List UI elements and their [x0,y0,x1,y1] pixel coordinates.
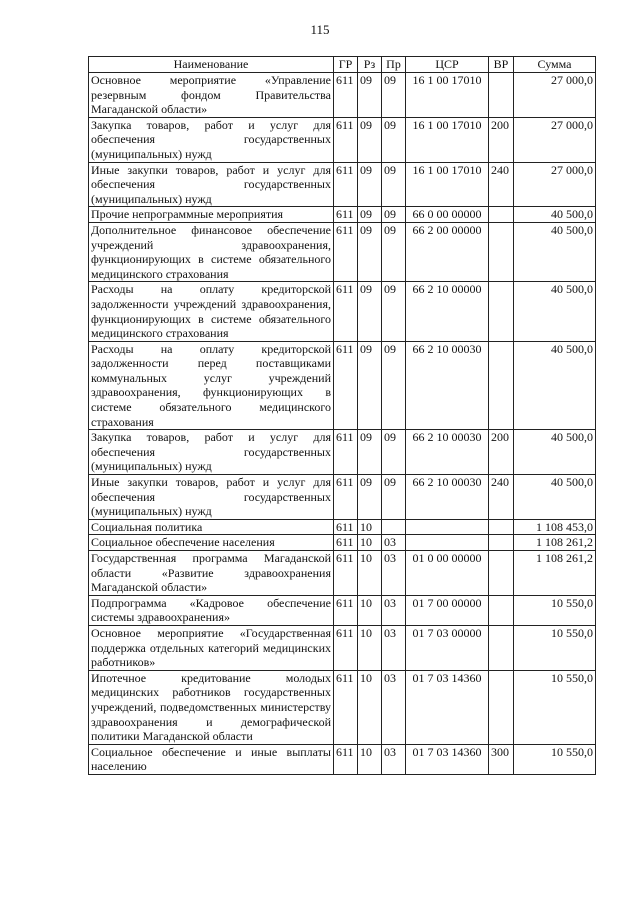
row-vr [489,595,514,625]
row-csr: 66 2 10 00030 [406,341,489,430]
row-rz: 09 [358,162,382,207]
row-vr [489,670,514,744]
row-name: Закупка товаров, работ и услуг для обеспечения государственных (муниципальных) нужд [89,430,334,475]
row-pr: 03 [382,625,406,670]
row-sum: 40 500,0 [514,282,596,341]
row-name: Прочие непрограммные мероприятия [89,207,334,223]
row-vr: 200 [489,117,514,162]
row-vr [489,625,514,670]
table-header [89,57,596,73]
row-csr: 01 7 03 14360 [406,670,489,744]
row-csr: 01 7 03 14360 [406,744,489,774]
row-rz: 10 [358,535,382,551]
row-vr [489,207,514,223]
row-pr: 09 [382,222,406,281]
row-gr: 611 [334,73,358,118]
row-gr: 611 [334,744,358,774]
header-pr: Пр [382,57,406,73]
row-pr: 09 [382,207,406,223]
table-row [89,162,596,207]
row-name: Социальная политика [89,519,334,535]
row-sum: 1 108 261,2 [514,535,596,551]
row-pr [382,519,406,535]
row-rz: 09 [358,341,382,430]
header-rz: Рз [358,57,382,73]
row-csr: 66 2 10 00030 [406,475,489,520]
row-rz: 09 [358,282,382,341]
row-rz: 09 [358,430,382,475]
row-vr [489,551,514,596]
row-sum: 27 000,0 [514,117,596,162]
row-csr: 01 0 00 00000 [406,551,489,596]
row-gr: 611 [334,162,358,207]
row-pr: 03 [382,744,406,774]
row-gr: 611 [334,282,358,341]
row-csr [406,535,489,551]
row-vr [489,282,514,341]
row-rz: 10 [358,551,382,596]
row-rz: 10 [358,519,382,535]
row-pr: 09 [382,430,406,475]
row-name: Ипотечное кредитование молодых медицинских работников государственных учреждений, подведомственных министерству здравоохранения и демографической политики Магаданской области [89,670,334,744]
header-gr: ГР [334,57,358,73]
table-row [89,282,596,341]
row-vr [489,73,514,118]
budget-table [88,56,596,775]
table-row [89,625,596,670]
row-csr: 16 1 00 17010 [406,162,489,207]
page-number: 115 [310,22,330,37]
header-row [89,57,596,73]
row-csr: 66 0 00 00000 [406,207,489,223]
row-sum: 40 500,0 [514,341,596,430]
row-name: Основное мероприятие «Государственная поддержка отдельных категорий медицинских работников» [89,625,334,670]
header-csr: ЦСР [406,57,489,73]
table-row [89,519,596,535]
table-row [89,535,596,551]
row-vr [489,341,514,430]
table-row [89,73,596,118]
row-rz: 10 [358,595,382,625]
row-name: Социальное обеспечение населения [89,535,334,551]
row-csr: 66 2 00 00000 [406,222,489,281]
row-name: Иные закупки товаров, работ и услуг для обеспечения государственных (муниципальных) нужд [89,475,334,520]
row-gr: 611 [334,222,358,281]
row-name: Основное мероприятие «Управление резервным фондом Правительства Магаданской области» [89,73,334,118]
row-sum: 27 000,0 [514,162,596,207]
row-pr: 09 [382,282,406,341]
row-gr: 611 [334,535,358,551]
row-csr: 16 1 00 17010 [406,73,489,118]
row-rz: 10 [358,744,382,774]
row-pr: 03 [382,535,406,551]
row-gr: 611 [334,475,358,520]
table-row [89,595,596,625]
row-name: Социальное обеспечение и иные выплаты населению [89,744,334,774]
row-sum: 27 000,0 [514,73,596,118]
row-csr: 66 2 10 00030 [406,430,489,475]
header-sum: Сумма [514,57,596,73]
row-gr: 611 [334,670,358,744]
row-gr: 611 [334,551,358,596]
table-row [89,744,596,774]
row-name: Государственная программа Магаданской области «Развитие здравоохранения Магаданской области» [89,551,334,596]
row-gr: 611 [334,117,358,162]
table-body [89,73,596,775]
row-pr: 09 [382,475,406,520]
row-rz: 09 [358,222,382,281]
table-row [89,475,596,520]
row-rz: 10 [358,625,382,670]
row-name: Расходы на оплату кредиторской задолженности перед поставщиками коммунальных услуг учреждений здравоохранения, функционирующих в системе обязательного медицинского страхования [89,341,334,430]
row-vr: 240 [489,475,514,520]
row-vr: 300 [489,744,514,774]
table-row [89,117,596,162]
row-gr: 611 [334,595,358,625]
table-row [89,341,596,430]
row-pr: 09 [382,73,406,118]
row-sum: 10 550,0 [514,595,596,625]
row-gr: 611 [334,341,358,430]
row-vr [489,222,514,281]
row-rz: 09 [358,475,382,520]
row-rz: 09 [358,73,382,118]
row-csr: 01 7 03 00000 [406,625,489,670]
row-name: Закупка товаров, работ и услуг для обеспечения государственных (муниципальных) нужд [89,117,334,162]
row-sum: 40 500,0 [514,207,596,223]
row-csr: 16 1 00 17010 [406,117,489,162]
header-name: Наименование [89,57,334,73]
row-gr: 611 [334,430,358,475]
table-row [89,670,596,744]
row-pr: 09 [382,162,406,207]
row-pr: 03 [382,670,406,744]
table-row [89,551,596,596]
header-vr: ВР [489,57,514,73]
row-rz: 09 [358,117,382,162]
row-rz: 09 [358,207,382,223]
row-pr: 03 [382,595,406,625]
row-name: Расходы на оплату кредиторской задолженности учреждений здравоохранения, функционирующих в системе обязательного медицинского страхования [89,282,334,341]
row-pr: 09 [382,117,406,162]
row-name: Иные закупки товаров, работ и услуг для обеспечения государственных (муниципальных) нужд [89,162,334,207]
row-gr: 611 [334,625,358,670]
row-vr: 240 [489,162,514,207]
row-name: Подпрограмма «Кадровое обеспечение системы здравоохранения» [89,595,334,625]
row-csr: 01 7 00 00000 [406,595,489,625]
row-sum: 40 500,0 [514,222,596,281]
row-vr [489,535,514,551]
table-row [89,222,596,281]
row-csr [406,519,489,535]
table-row [89,207,596,223]
row-sum: 10 550,0 [514,625,596,670]
row-csr: 66 2 10 00000 [406,282,489,341]
row-rz: 10 [358,670,382,744]
row-pr: 09 [382,341,406,430]
row-sum: 10 550,0 [514,744,596,774]
row-pr: 03 [382,551,406,596]
table-row [89,430,596,475]
row-vr: 200 [489,430,514,475]
row-gr: 611 [334,207,358,223]
row-name: Дополнительное финансовое обеспечение учреждений здравоохранения, функционирующих в системе обязательного медицинского страхования [89,222,334,281]
row-gr: 611 [334,519,358,535]
row-sum: 10 550,0 [514,670,596,744]
row-sum: 1 108 261,2 [514,551,596,596]
row-sum: 40 500,0 [514,430,596,475]
row-sum: 1 108 453,0 [514,519,596,535]
row-vr [489,519,514,535]
row-sum: 40 500,0 [514,475,596,520]
